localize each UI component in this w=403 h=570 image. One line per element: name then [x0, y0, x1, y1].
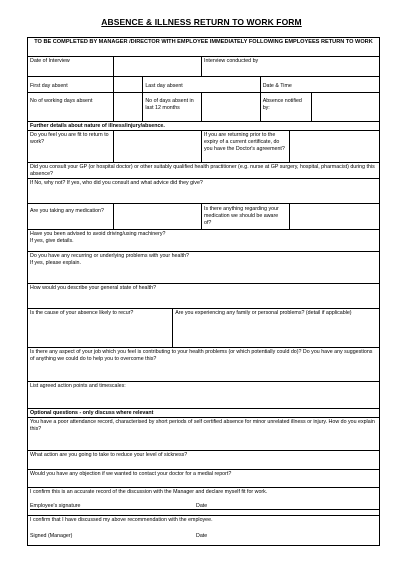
- date-of-interview-input[interactable]: [114, 57, 203, 76]
- working-days-absent-label: No of working days absent: [28, 93, 114, 121]
- first-day-absent-label: First day absent: [28, 77, 114, 92]
- working-days-absent-input[interactable]: [114, 93, 144, 121]
- recurring-problems-question[interactable]: [28, 252, 379, 283]
- date-time-field[interactable]: [261, 77, 379, 92]
- fit-to-return-input[interactable]: [114, 131, 203, 162]
- fit-to-return-label: Do you feel you are fit to return to work?: [28, 131, 114, 162]
- optional-header-row: [27, 409, 380, 418]
- certificate-expiry-label: If you are returning prior to the expiry of a current certificate, do you have the Doctor's agreement?: [202, 131, 290, 162]
- certificate-expiry-input[interactable]: [290, 131, 379, 162]
- date-time-label: Date & Time: [262, 83, 292, 89]
- if-no-why-row: [27, 179, 380, 204]
- medication-aware-input[interactable]: [290, 204, 379, 229]
- recurring-explain-label: If yes, please explain.: [30, 259, 81, 266]
- employee-confirm-block: [28, 488, 379, 515]
- advised-avoid-label: Have you been advised to avoid driving/using machinery?: [30, 231, 166, 237]
- interview-conducted-by-label: Interview conducted by: [204, 58, 259, 64]
- form-header-row: [27, 38, 380, 57]
- form-instructions: TO BE COMPLETED BY MANAGER /DIRECTOR WITH EMPLOYEE IMMEDIATELY FOLLOWING EMPLOYEES RETURN TO WORK: [34, 39, 373, 45]
- action-points-row: [27, 382, 380, 409]
- doctor-report-row: [27, 470, 380, 488]
- job-aspect-row: [27, 348, 380, 382]
- medication-row: [27, 204, 380, 230]
- poor-attendance-row: [27, 418, 380, 451]
- general-state-question[interactable]: How would you describe your general state of health?: [30, 285, 157, 291]
- general-state-row: [27, 284, 380, 309]
- consult-gp-row: [27, 163, 380, 179]
- last-day-absent-label: Last day absent: [143, 77, 260, 92]
- recurring-problems-row: [27, 252, 380, 284]
- recurring-problems-label: Do you have any recurring or underlying problems with your health?: [30, 253, 189, 259]
- taking-medication-label: Are you taking any medication?: [28, 204, 114, 229]
- manager-confirm-row: [27, 516, 380, 546]
- recur-family-row: [27, 309, 380, 348]
- days-absent-row: [27, 93, 380, 122]
- further-details-heading: Further details about nature of illness/injury/absence.: [30, 123, 165, 129]
- manager-date-label[interactable]: Date: [196, 533, 208, 539]
- further-details-row: [27, 122, 380, 131]
- advised-avoid-details-label: If yes, give details.: [30, 237, 74, 244]
- date-of-interview-label: Date of Interview: [28, 57, 114, 76]
- medication-aware-label: Is there anything regarding your medication we should be aware of?: [202, 204, 290, 229]
- consult-gp-question[interactable]: Did you consult your GP (or hospital doctor) or other suitably qualified health practitioner (e.g. nurse at GP surgery, hospital, pharmacist) during this absence?: [30, 164, 375, 177]
- absence-dates-row: [27, 77, 380, 93]
- taking-medication-input[interactable]: [114, 204, 203, 229]
- reduce-sickness-question[interactable]: What action are you going to take to reduce your level of sickness?: [30, 452, 188, 458]
- action-points-field[interactable]: List agreed action points and timescales:: [30, 383, 126, 389]
- interview-row: [27, 57, 380, 77]
- days-absent-12-months-input[interactable]: [202, 93, 261, 121]
- employee-confirm-row: [27, 488, 380, 516]
- advised-avoid-question[interactable]: [28, 230, 379, 251]
- fit-to-return-row: [27, 131, 380, 163]
- job-aspect-question[interactable]: Is there any aspect of your job which you feel is contributing to your health problems (or which potentially could do)? Do you have any suggestions of anything we could do to help you to overcome this?: [30, 349, 373, 362]
- if-no-why-question[interactable]: If No, why not? If yes, who did you consult and what advice did they give?: [30, 180, 203, 186]
- employee-date-label: Date: [196, 503, 208, 509]
- optional-questions-heading: Optional questions - only discuss where relevant: [30, 410, 154, 416]
- employee-signature-label: Employee's signature: [30, 503, 81, 509]
- manager-confirm-text: I confirm that I have discussed my above recommendation with the employee.: [30, 517, 213, 523]
- first-day-absent-input[interactable]: [114, 77, 144, 92]
- employee-confirm-text: I confirm this is an accurate record of the discussion with the Manager and declare myself fit for work.: [30, 489, 268, 495]
- manager-confirm-block: [28, 516, 379, 545]
- family-problems-question[interactable]: Are you experiencing any family or personal problems? (detail if applicable): [175, 310, 352, 316]
- reduce-sickness-row: [27, 451, 380, 470]
- advised-avoid-row: [27, 230, 380, 252]
- return-to-work-form: [27, 37, 380, 546]
- days-absent-12-months-label: No of days absent in last 12 months: [143, 93, 202, 121]
- manager-signed-label[interactable]: Signed (Manager): [30, 533, 73, 539]
- cause-recur-question[interactable]: Is the cause of your absence likely to recur?: [28, 309, 173, 347]
- absence-notified-by-input[interactable]: [312, 93, 379, 121]
- absence-notified-by-label: Absence notified by:: [261, 93, 313, 121]
- doctor-report-question[interactable]: Would you have any objection if we wanted to contact your doctor for a medial report?: [30, 471, 232, 477]
- employee-signature-line[interactable]: [30, 509, 379, 510]
- poor-attendance-question[interactable]: You have a poor attendance record, characterised by short periods of self certified absence for minor unrelated illness or injury. How do you explain this?: [30, 419, 375, 432]
- interview-conducted-by-field[interactable]: [202, 57, 379, 76]
- form-title: ABSENCE & ILLNESS RETURN TO WORK FORM: [101, 17, 302, 27]
